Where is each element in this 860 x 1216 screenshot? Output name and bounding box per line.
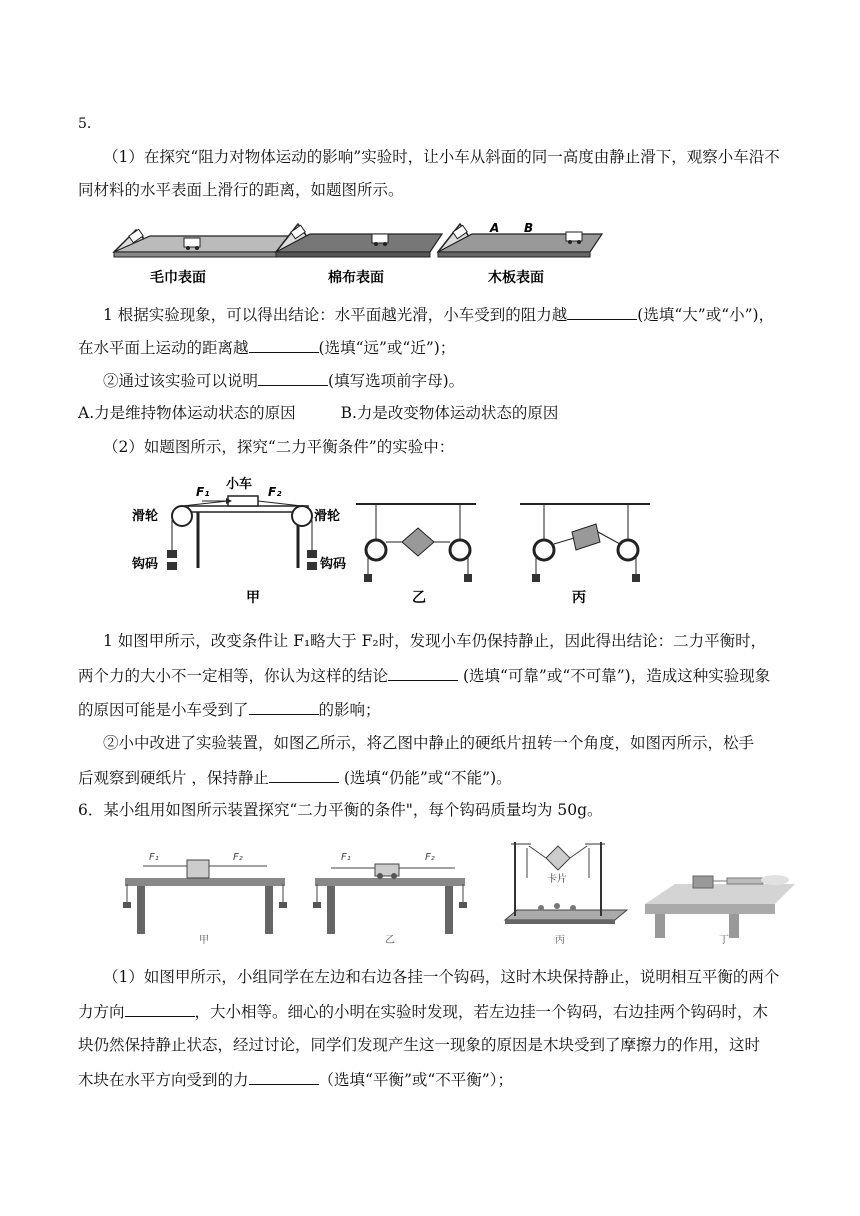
q5-part2-intro: （2）如题图所示，探究“二力平衡条件”的实验中： [103, 438, 455, 456]
question-5-number: 5． [78, 116, 101, 132]
answer-blank-balanced[interactable] [249, 1068, 319, 1085]
q5-p1-i1-text-a: 1 根据实验现象，可以得出结论：水平面越光滑，小车受到的阻力越 [103, 306, 568, 324]
figure-jia-label: 甲 [246, 590, 260, 606]
q5-part1-item2-line [103, 369, 464, 392]
figure-bing-label: 丙 [572, 590, 586, 606]
q6-figure [115, 828, 805, 948]
q6-jia-label: 甲 [199, 935, 209, 946]
cotton-surface-diagram [276, 224, 442, 257]
q6-part1-line4 [78, 1068, 513, 1091]
force-f2-label: F₂ [268, 485, 282, 499]
balance-figure [130, 470, 670, 610]
q5-p2-i1-text-b: 两个力的大小不一定相等，你认为这样的结论 [78, 667, 389, 685]
q5-part1-item1-line2 [78, 336, 455, 359]
answer-blank-influence[interactable] [249, 698, 319, 715]
option-a: A.力是维持物体运动状态的原因 [78, 404, 296, 422]
figure-bing [520, 504, 650, 606]
wood-surface-label: 木板表面 [488, 270, 544, 286]
q6-ding-label: 丁 [719, 935, 729, 946]
answer-blank-still-static[interactable] [269, 766, 339, 783]
figure-yi [356, 504, 476, 606]
q6-stem: 6．某小组用如图所示装置探究“二力平衡的条件"，每个钩码质量均为 50g。 [78, 801, 603, 819]
point-a-label: A [490, 221, 500, 235]
weight-right-label: 钩码 [320, 557, 347, 572]
q6-figure-bing [505, 842, 627, 946]
answer-blank-distance[interactable] [249, 336, 319, 353]
q5-options-line [78, 402, 558, 424]
q5-p2-i1-text-e: 的影响； [318, 701, 381, 719]
q6-p1-text-e: 木块在水平方向受到的力 [78, 1071, 249, 1089]
towel-surface-label: 毛巾表面 [150, 270, 206, 286]
q6-yi-f2-label: F₂ [425, 852, 435, 863]
figure-jia [132, 476, 346, 606]
q6-jia-f2-label: F₂ [233, 852, 243, 863]
q6-yi-f1-label: F₁ [341, 852, 351, 863]
q5-p2-i2-text-b: 后观察到硬纸片 ，保持静止 [78, 769, 269, 787]
cart-label: 小车 [226, 477, 253, 492]
q5-part2-item2-line2 [78, 766, 512, 789]
q5-part1-item1-line1 [103, 303, 774, 326]
weight-left-label: 钩码 [132, 557, 159, 572]
q6-part1-line1: （1）如图甲所示，小组同学在左边和右边各挂一个钩码，这时木块保持静止，说明相互平衡的两个 [103, 968, 780, 986]
q5-part1-intro-line2: 同材料的水平表面上滑行的距离，如题图所示。 [78, 181, 404, 199]
q5-p2-i1-text-d: 的原因可能是小车受到了 [78, 701, 249, 719]
q6-figure-yi [313, 852, 467, 946]
q5-part2-item1-line2 [78, 664, 770, 687]
point-b-label: B [524, 221, 534, 235]
q5-part2-item1-line1: 1 如图甲所示，改变条件让 F₁略大于 F₂时，发现小车仍保持静止，因此得出结论：二力平衡时， [103, 632, 767, 650]
q6-figure-ding [645, 875, 795, 946]
pulley-right-label: 滑轮 [314, 509, 341, 524]
force-f1-label: F₁ [196, 485, 210, 499]
q6-jia-f1-label: F₁ [149, 852, 159, 863]
answer-blank-reliable[interactable] [388, 664, 458, 681]
q5-p1-i2-text-b: (填写选项前字母)。 [328, 372, 465, 390]
q6-bing-label: 丙 [555, 935, 565, 946]
figure-yi-label: 乙 [412, 590, 426, 606]
q6-yi-label: 乙 [385, 935, 395, 946]
answer-blank-option[interactable] [258, 369, 328, 386]
q5-p1-i2-text-a: ②通过该实验可以说明 [103, 372, 259, 390]
q5-p2-i1-text-c: (选填“可靠”或“不可靠”)，造成这种实验现象 [458, 667, 771, 685]
option-b: B.力是改变物体运动状态的原因 [340, 404, 559, 422]
q5-p1-i1-text-c: 在水平面上运动的距离越 [78, 339, 249, 357]
card-label: 卡片 [547, 874, 567, 885]
q6-figure-jia [123, 852, 287, 946]
q5-part1-intro-line1: （1）在探究“阻力对物体运动的影响”实验时，让小车从斜面的同一高度由静止滑下，观察小车沿不 [103, 148, 780, 166]
q5-p1-i1-text-b: (选填“大”或“小”)， [637, 306, 775, 324]
cotton-surface-label: 棉布表面 [328, 270, 384, 286]
answer-blank-resistance[interactable] [567, 303, 637, 320]
q6-p1-text-f: （选填“平衡”或“不平衡”）； [318, 1071, 513, 1089]
wood-surface-diagram [438, 221, 602, 257]
q6-p1-text-b: 力方向 [78, 1003, 125, 1021]
q5-part2-item1-line3 [78, 698, 381, 721]
q5-part2-item2-line1: ②小中改进了实验装置，如图乙所示，将乙图中静止的硬纸片扭转一个角度，如图丙所示，松手 [103, 734, 755, 752]
q6-part1-line2 [78, 1000, 768, 1023]
surfaces-figure [110, 212, 610, 290]
q6-p1-text-c: ，大小相等。细心的小明在实验时发现，若左边挂一个钩码，右边挂两个钩码时，木 [194, 1003, 769, 1021]
q6-part1-line3: 块仍然保持静止状态，经过讨论，同学们发现产生这一现象的原因是木块受到了摩擦力的作用，这时 [78, 1036, 761, 1054]
q5-p1-i1-text-d: (选填“远”或“近”)； [318, 339, 456, 357]
towel-surface-diagram [114, 229, 298, 257]
answer-blank-direction[interactable] [125, 1000, 195, 1017]
pulley-left-label: 滑轮 [132, 509, 159, 524]
q5-p2-i2-text-c: (选填“仍能”或“不能”)。 [338, 769, 512, 787]
